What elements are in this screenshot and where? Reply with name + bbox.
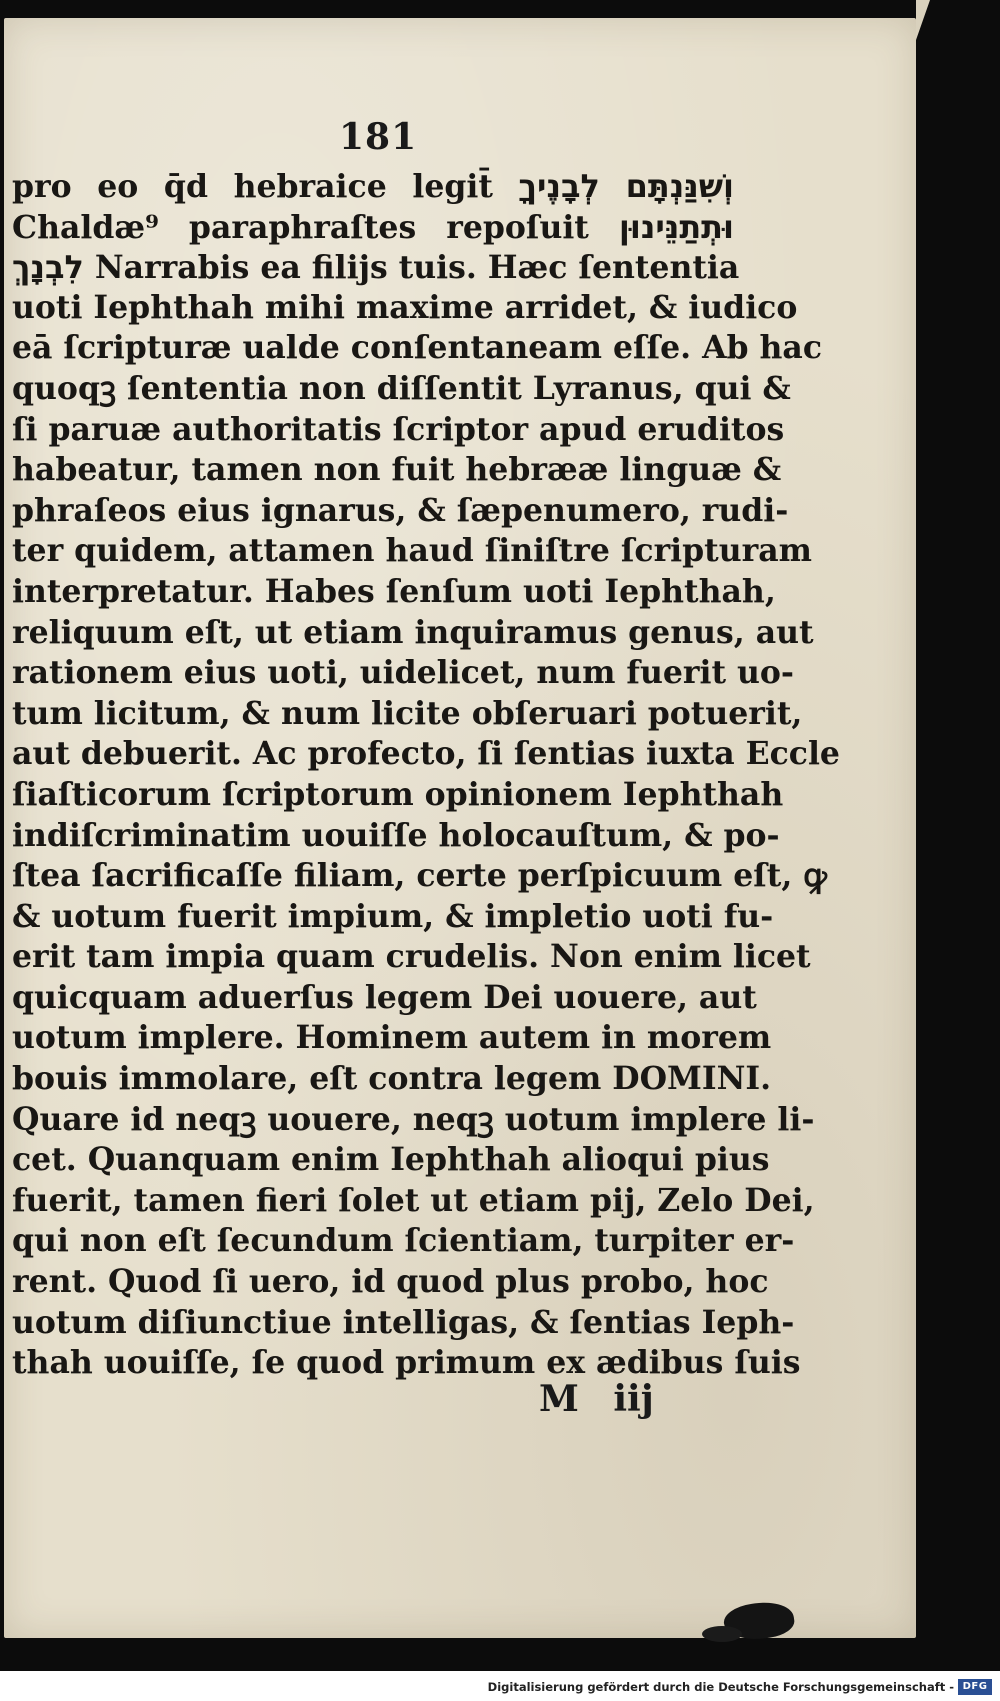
text-line [12, 653, 794, 694]
latin-text: & uotum fuerit impium, & impletio uoti fu- [12, 897, 774, 935]
latin-text: ſiaſticorum ſcriptorum opinionem Iephthah [12, 775, 784, 813]
hebrew-text: לִבְנָךְ [12, 248, 84, 287]
text-line [12, 572, 776, 613]
text-line [12, 1181, 815, 1222]
page-number: 181 [339, 116, 418, 158]
text-line [12, 1018, 772, 1059]
latin-text: reliquum eſt, ut etiam inquiramus genus, aut [12, 613, 814, 651]
latin-text: erit tam impia quam crudelis. Non enim licet [12, 938, 811, 976]
latin-text: thah uouiſſe, ſe quod primum ex ædibus ſuis [12, 1344, 801, 1382]
latin-text: bouis immolare, eſt contra legem DOMINI. [12, 1060, 772, 1098]
latin-text: habeatur, tamen non fuit hebrææ linguæ & [12, 451, 782, 489]
ink-blot-small [702, 1626, 742, 1642]
text-line [12, 978, 757, 1019]
text-line [12, 1303, 795, 1344]
text-line [12, 207, 734, 248]
latin-text: eā ſcripturæ ualde conſentaneam eſſe. Ab hac [12, 329, 823, 367]
latin-text: uotum implere. Hominem autem in morem [12, 1019, 772, 1057]
text-line [12, 734, 840, 775]
latin-text: cet. Quanquam enim Iephthah alioqui pius [12, 1141, 770, 1179]
latin-text: tum licitum, & num licite obſeruari potuerit, [12, 694, 803, 732]
text-line [12, 694, 803, 735]
latin-text: qui non eſt ſecundum ſcientiam, turpiter er- [12, 1222, 795, 1260]
latin-text: fuerit, tamen fieri ſolet ut etiam pij, Zelo Dei, [12, 1181, 815, 1219]
hebrew-text: וּתְתַנֵּינוּן [618, 207, 735, 246]
text-line [12, 491, 789, 532]
text-line [12, 613, 814, 654]
text-line [12, 775, 784, 816]
text-line [12, 1100, 815, 1141]
text-line [12, 1221, 795, 1262]
text-line [12, 288, 798, 329]
page-corner-fold [916, 0, 930, 40]
signature-mark: M iij [539, 1378, 654, 1420]
footer-credit: Digitalisierung gefördert durch die Deutsche Forschungsgemeinschaft - [487, 1680, 954, 1694]
text-line [12, 450, 782, 491]
text-line [12, 897, 774, 938]
text-line [12, 816, 780, 857]
latin-text: aut debuerit. Ac profecto, ſi ſentias iuxta Eccle [12, 735, 840, 773]
latin-text: Chaldæ⁹ paraphraſtes repoſuit [12, 208, 589, 246]
text-line [12, 1059, 772, 1100]
latin-text: ter quidem, attamen haud ſiniſtre ſcripturam [12, 532, 812, 570]
latin-text: phraſeos eius ignarus, & ſæpenumero, rudi- [12, 491, 789, 529]
latin-text: rationem eius uoti, uidelicet, num fuerit uo- [12, 654, 794, 692]
hebrew-text: וְשִׁנַּנְתָּם לְבָנֶיךָ [518, 167, 735, 205]
latin-text: rent. Quod ſi uero, id quod plus probo, hoc [12, 1263, 769, 1301]
latin-text: quicquam aduerſus legem Dei uouere, aut [12, 978, 757, 1016]
latin-text: quoqꝫ ſententia non diſſentit Lyranus, qui & [12, 369, 791, 407]
latin-text: uotum diſiunctiue intelligas, & ſentias Ieph- [12, 1303, 795, 1341]
text-line [12, 531, 812, 572]
book-page [4, 18, 916, 1638]
page-text-block [12, 166, 840, 1384]
text-line [12, 410, 785, 451]
latin-text: indiſcriminatim uouiſſe holocauſtum, & po- [12, 816, 780, 854]
text-line [12, 1140, 770, 1181]
text-line [12, 369, 791, 410]
text-line [12, 247, 740, 288]
latin-text: interpretatur. Habes ſenſum uoti Iephthah, [12, 572, 776, 610]
latin-text: Narrabis ea filijs tuis. Hæc ſententia [94, 249, 740, 287]
text-line [12, 856, 827, 897]
text-line [12, 166, 734, 207]
text-line [12, 328, 823, 369]
latin-text: ſtea ſacrificaſſe filiam, certe perſpicuum eſt, ꝙ [12, 857, 827, 895]
text-line [12, 1262, 769, 1303]
latin-text: pro eo q̄d hebraice legit̄ [12, 168, 493, 205]
latin-text: uoti Iephthah mihi maxime arridet, & iudico [12, 288, 798, 326]
text-line [12, 937, 811, 978]
latin-text: ſi paruæ authoritatis ſcriptor apud eruditos [12, 410, 785, 448]
dfg-logo: DFG [958, 1679, 992, 1695]
footer-bar [0, 1671, 1000, 1701]
latin-text: Quare id neqꝫ uouere, neqꝫ uotum implere li- [12, 1100, 815, 1138]
